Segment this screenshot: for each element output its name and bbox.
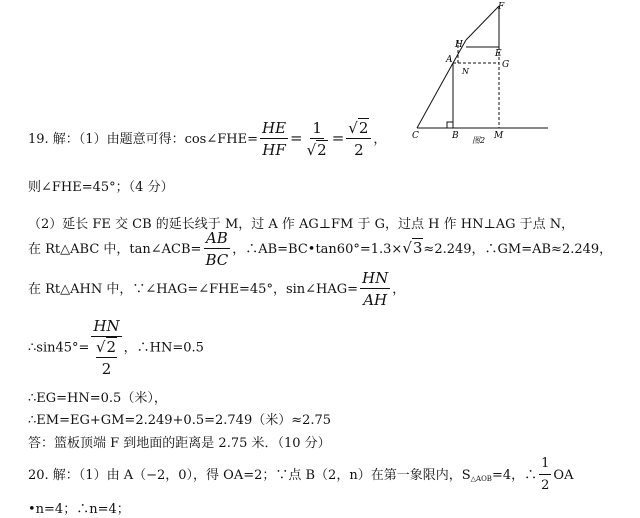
- label-G: G: [502, 60, 510, 70]
- fraction-hn-root2-over-2: [91, 316, 121, 380]
- sqrt-2: [96, 337, 117, 358]
- q20-l1-mid: =4，∴: [491, 468, 538, 483]
- label-M: M: [494, 131, 504, 141]
- equals-sign: =: [290, 129, 303, 147]
- fraction-numerator: 1: [312, 119, 322, 137]
- q19-line-3: （2）延长 FE 交 CB 的延长线于 M，过 A 作 AG⊥FM 于 G，过点 H 作 HN⊥AG 于点 N，: [28, 217, 575, 232]
- fraction-he-hf: [260, 118, 288, 161]
- q19-line-5: [28, 268, 405, 311]
- q19-l6-suffix: ，∴HN=0.5: [123, 340, 204, 356]
- fraction-1-root2: [305, 118, 330, 161]
- radical-sign: √: [348, 119, 358, 137]
- label-F: F: [498, 2, 505, 12]
- fraction-denominator: BC: [205, 251, 229, 269]
- fraction-1-2: [539, 454, 551, 497]
- label-N: N: [462, 67, 469, 76]
- q19-line-9: 答：篮板顶端 F 到地面的距离是 2.75 米．（10 分）: [28, 436, 331, 451]
- equals-sign: =: [331, 129, 345, 147]
- fraction-denominator: HF: [262, 141, 286, 159]
- radicand: 2: [106, 338, 117, 356]
- q19-l4-prefix: 在 Rt△ABC 中，tan∠ACB=: [28, 242, 202, 257]
- fraction-hn-ah: [360, 268, 390, 311]
- denominator-2: 2: [101, 360, 112, 378]
- label-B: B: [452, 131, 459, 141]
- radicand: 2: [358, 119, 369, 137]
- fraction-numerator: AB: [205, 229, 228, 247]
- label-H: H: [455, 40, 463, 50]
- q20-l1-prefix: 20. 解：（1）由 A（−2，0），得 OA=2；∵点 B（2，n）在第一象限内，S: [28, 468, 471, 483]
- q19-line-1: [28, 118, 386, 161]
- q19-line-8: ∴EM=EG+GM=2.249+0.5=2.749（米）≈2.75: [28, 413, 332, 428]
- radical-sign: √: [306, 141, 317, 159]
- fraction-numerator: HN: [362, 269, 389, 287]
- subscript-aob: △AOB: [470, 475, 492, 483]
- q19-line-6: [28, 316, 204, 380]
- q19-line-4: [28, 228, 612, 271]
- q19-l4-mid: ，∴AB=BC•tan60°=1.3×: [232, 242, 403, 257]
- geometry-figure: [410, 0, 560, 150]
- sqrt-2: [346, 118, 371, 139]
- label-C: C: [412, 131, 419, 141]
- sqrt-2: [305, 139, 330, 161]
- radical-sign: √: [402, 239, 412, 257]
- q19-line-7: ∴EG=HN=0.5（米），: [28, 391, 167, 406]
- label-E: E: [495, 49, 502, 59]
- fraction-numerator: 1: [539, 454, 551, 475]
- q20-l1-suffix: OA: [553, 468, 574, 483]
- figure-caption: 图2: [472, 136, 486, 145]
- q19-l5-suffix: ，: [392, 282, 406, 297]
- fraction-root2-2: [346, 118, 371, 161]
- fraction-ab-bc: [203, 228, 230, 271]
- q19-l5-prefix: 在 Rt△AHN 中，∵∠HAG=∠FHE=45°，sin∠HAG=: [28, 282, 359, 297]
- fraction-denominator: AH: [363, 291, 388, 309]
- q20-line-2: •n=4；∴n=4；: [28, 502, 130, 517]
- fraction-denominator: [94, 337, 119, 380]
- q20-line-1: [28, 454, 573, 497]
- fraction-numerator: HE: [262, 119, 287, 137]
- radicand: 3: [412, 239, 423, 257]
- radicand: 2: [317, 141, 327, 159]
- fraction-denominator: 2: [541, 478, 550, 493]
- fraction-denominator: 2: [354, 141, 364, 159]
- fraction-numerator: HN: [93, 317, 120, 335]
- sqrt-3: [402, 239, 423, 257]
- q19-l4-suffix: ≈2.249，∴GM=AB≈2.249，: [423, 242, 613, 257]
- label-A: A: [446, 55, 453, 65]
- q19-l1-prefix: 19. 解：（1）由题意可得：cos∠FHE=: [28, 132, 258, 147]
- q19-line-2: 则∠FHE=45°；（4 分）: [28, 180, 174, 195]
- q19-l6-prefix: ∴sin45°=: [28, 340, 90, 356]
- radical-sign: √: [95, 338, 106, 356]
- q19-l1-suffix: ，: [373, 132, 387, 147]
